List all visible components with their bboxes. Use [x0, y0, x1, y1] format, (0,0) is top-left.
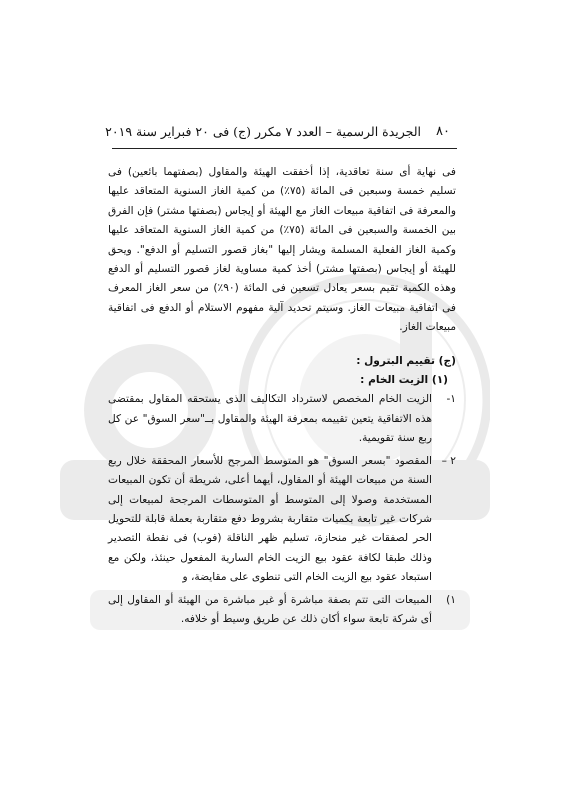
section-heading: (ج) تقييم البترول : [356, 354, 456, 367]
page-number: ٨٠ [436, 124, 450, 139]
item-text: المقصود "بسعر السوق" هو المتوسط المرجح للأسعار المحققة خلال ربع السنة من مبيعات الهيئة أو المقاول، أيهما أعلى، شريطة أن تكون المبيعات المستخدمة وصولا إلى المتوسط أو المتوسطات المرجحة لمبيعات إلى شركات غير تابعة بكميات متقاربة بشروط دفع متقاربة بعملة قابلة للتحويل الحر لصفقات غير منحازة، تسليم ظهر الناقلة (فوب) فى نقطة التصدير وذلك طبقا لكافة عقود بيع الزيت الخام السارية المفعول حينئذ، ولكن مع استبعاد عقود بيع الزيت الخام التى تنطوى على مقايضة، و [108, 454, 432, 584]
item-text: الزيت الخام المخصص لاسترداد التكاليف الذى يستحقه المقاول بمقتضى هذه الاتفاقية يتعين تقييمه بمعرفة الهيئة والمقاول بــ"سعر السوق" عن كل ربع سنة تقويمية. [108, 393, 432, 445]
item-marker: ٢ – [441, 454, 456, 467]
item-marker: ١- [446, 393, 456, 406]
journal-title: الجريدة الرسمية – العدد ٧ مكرر (ج) فى ٢٠ فبراير سنة ٢٠١٩ [105, 124, 421, 139]
intro-paragraph: فى نهاية أى سنة تعاقدية، إذا أخفقت الهيئة والمقاول (بصفتهما بائعين) فى تسليم خمسة وسبعين فى المائة (٧٥٪) من كمية الغاز السنوية المتعاقد عليها والمعرفة فى اتفاقية مبيعات الغاز مع الهيئة أو إيجاس (بصفتها مشتر) فإن الفرق بين الخمسة والسبعين فى المائة (٧٥٪) من كمية الغاز السنوية المتعاقد عليها وكمية الغاز الفعلية المسلمة ويشار إليها "بغاز قصور التسليم أو الدفع". ويحق للهيئة أو إيجاس (بصفتها مشتر) أخذ كمية مساوية لغاز قصور التسليم أو الدفع وهذه الكمية تقيم بسعر يعادل تسعين فى المائة (٩٠٪) من سعر الغاز المعرف فى اتفاقية مبيعات الغاز. وسيتم تحديد آلية مفهوم الاستلام أو الدفع فى اتفاقية مبيعات الغاز. [108, 166, 457, 334]
item-marker: ١) [446, 593, 456, 606]
sub-heading: (١) الزيت الخام : [360, 374, 448, 387]
list-item [108, 591, 456, 630]
page-header [105, 124, 450, 148]
list-item [108, 390, 456, 448]
list-item [108, 452, 456, 588]
header-divider [112, 148, 457, 149]
item-text: المبيعات التى تتم بصفة مباشرة أو غير مباشرة من الهيئة أو المقاول إلى أى شركة تابعة سواء أكان ذلك عن طريق وسيط أو خلافه. [108, 593, 432, 625]
document-body [108, 163, 456, 629]
